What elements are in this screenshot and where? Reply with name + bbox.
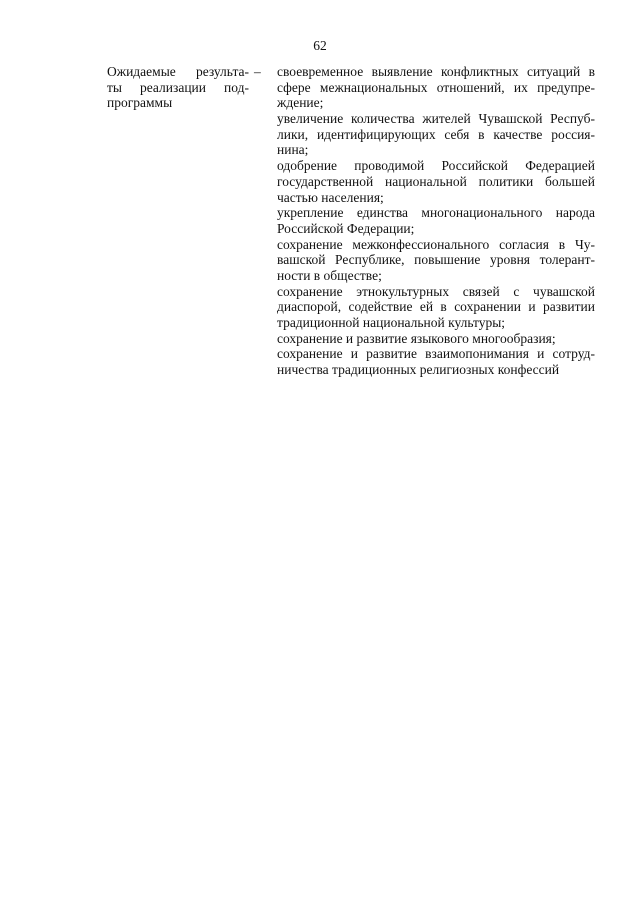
result-item (277, 158, 595, 205)
result-item-line: традиционной национальной культуры; (277, 315, 506, 330)
result-item-line: вашской Республике, повышение уровня толерант- (277, 252, 595, 268)
result-item-line: своевременное выявление конфликтных ситуаций в (277, 64, 595, 79)
row-label (107, 64, 249, 111)
result-item-line: сфере межнациональных отношений, их предупре- (277, 79, 595, 95)
result-item (277, 205, 595, 236)
result-item-line: государственной национальной политики большей (277, 173, 595, 189)
result-item-line: диаспорой, содействие ей в сохранении и развитии (277, 299, 595, 315)
row-label-line: ты реализации под- (107, 79, 249, 95)
result-item (277, 111, 595, 158)
result-item (277, 346, 595, 377)
result-item-line: ничества традиционных религиозных конфессий (277, 362, 560, 378)
row-label-line: программы (107, 95, 173, 111)
result-item (277, 237, 595, 284)
result-item-line: укрепление единства многонационального народа (277, 205, 595, 221)
row-content (277, 64, 595, 378)
result-item-line: частью населения; (277, 189, 384, 205)
row-label-line: Ожидаемые результа- (107, 64, 249, 79)
result-item (277, 331, 595, 347)
result-item-line: одобрение проводимой Российской Федерацией (277, 158, 595, 174)
result-item-line: сохранение межконфессионального согласия в Чу- (277, 236, 595, 252)
result-item (277, 284, 595, 331)
result-item-line: ждение; (277, 95, 324, 111)
row-dash: – (254, 64, 261, 79)
result-item-line: сохранение этнокультурных связей с чувашской (277, 283, 595, 299)
result-item-line: сохранение и развитие языкового многообразия; (277, 330, 556, 346)
result-item (277, 64, 595, 111)
result-item-line: нина; (277, 142, 309, 158)
result-item-line: увеличение количества жителей Чувашской Респуб- (277, 111, 595, 127)
result-item-line: сохранение и развитие взаимопонимания и сотруд- (277, 346, 595, 362)
result-item-line: ности в обществе; (277, 267, 382, 283)
page-number: 62 (313, 38, 327, 53)
result-item-line: лики, идентифицирующих себя в качестве россия- (277, 126, 595, 142)
result-item-line: Российской Федерации; (277, 220, 415, 236)
